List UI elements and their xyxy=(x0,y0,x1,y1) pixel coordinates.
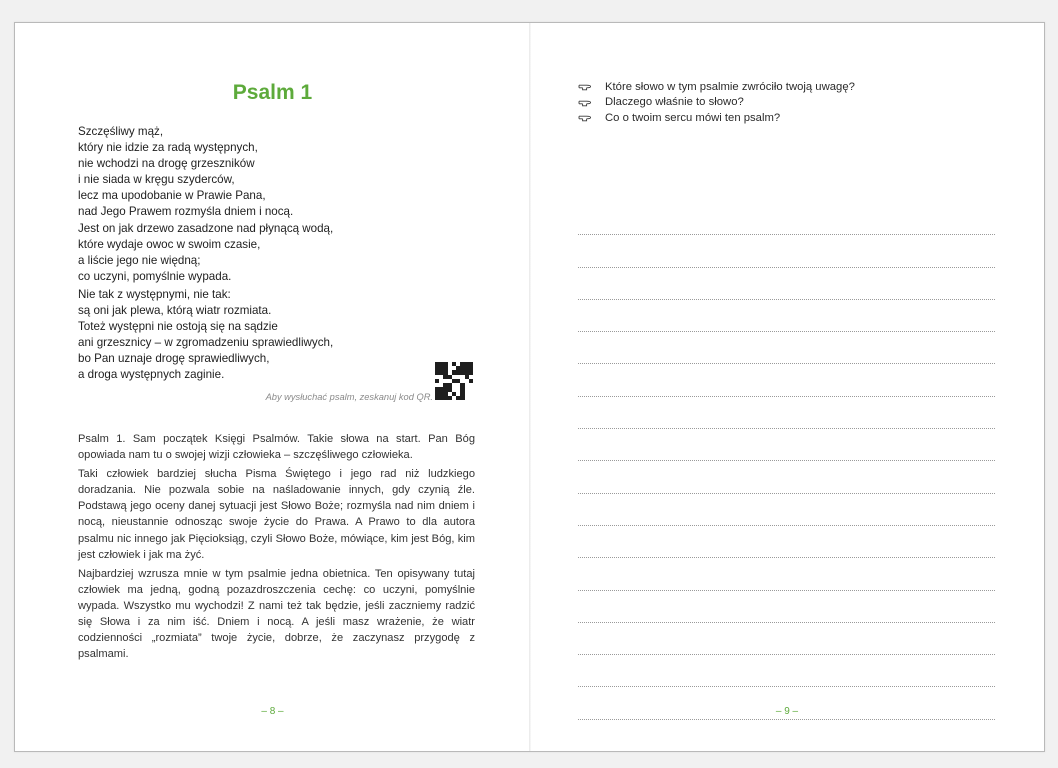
commentary-paragraph: Najbardziej wzrusza mnie w tym psalmie jedna obietnica. Ten opisywany tutaj człowiek ma jedną, godną pozazdroszczenia cechę: co uczyni, pomyślnie wypada. Wszystko mu wychodzi! Z nami też tak będzie, jeśli zaczniemy radzić się Słowa i za nim iść. Dniem i nocą. A jeśli masz wrażenie, że wiatr codzienności „rozmiata” twoje życie, dobrze, że zaczynasz przygodę z psalmami. xyxy=(78,567,475,661)
question-item xyxy=(578,95,998,111)
dotted-writing-line[interactable] xyxy=(578,655,995,687)
verse-line: a droga występnych zaginie. xyxy=(78,368,225,382)
pointing-hand-icon xyxy=(578,98,592,107)
verse-line: nie wchodzi na drogę grzeszników xyxy=(78,157,255,171)
book-spread xyxy=(14,22,1045,752)
dotted-writing-line[interactable] xyxy=(578,429,995,461)
left-page xyxy=(15,23,530,751)
dotted-writing-line[interactable] xyxy=(578,235,995,267)
question-text: Co o twoim sercu mówi ten psalm? xyxy=(605,111,781,124)
pointing-hand-icon xyxy=(578,113,592,122)
verse-line: co uczyni, pomyślnie wypada. xyxy=(78,269,232,283)
dotted-writing-line[interactable] xyxy=(578,268,995,300)
dotted-writing-line[interactable] xyxy=(578,332,995,364)
dotted-writing-line[interactable] xyxy=(578,300,995,332)
dotted-writing-line[interactable] xyxy=(578,494,995,526)
dotted-writing-line[interactable] xyxy=(578,461,995,493)
question-item xyxy=(578,79,998,95)
question-text: Dlaczego właśnie to słowo? xyxy=(605,96,744,109)
page-number-left: – 8 – xyxy=(261,706,284,717)
verse-line: i nie siada w kręgu szyderców, xyxy=(78,173,235,187)
dotted-writing-line[interactable] xyxy=(578,203,995,235)
dotted-writing-line[interactable] xyxy=(578,364,995,396)
verse-line: Szczęśliwy mąż, xyxy=(78,125,164,138)
verse-line: Nie tak z występnymi, nie tak: xyxy=(78,288,231,301)
verse-line: a liście jego nie więdną; xyxy=(78,253,201,267)
qr-caption: Aby wysłuchać psalm, zeskanuj kod QR. xyxy=(265,392,433,402)
psalm-title: Psalm 1 xyxy=(232,81,313,104)
verse-line: lecz ma upodobanie w Prawie Pana, xyxy=(78,189,266,203)
commentary-paragraph: Taki człowiek bardziej słucha Pisma Świętego i jego rad niż ludzkiego doradzania. Nie pozwala sobie na naśladowanie innych, gdy czynią źle. Podstawą jego oceny danej sytuacji jest Słowo Boże; rozmyśla nad nim dniem i nocą, nieustannie odnosząc swoje życie do Prawa. A Prawo to dla autora psalmu nic innego jak Pięcioksiąg, czyli Słowo Boże, mówiące, kim jest Bóg, kim jest człowiek i jak ma żyć. xyxy=(78,468,475,561)
verse-line: bo Pan uznaje drogę sprawiedliwych, xyxy=(78,352,270,366)
writing-area[interactable] xyxy=(578,203,995,720)
reflection-questions xyxy=(578,79,998,126)
verse-line: nad Jego Prawem rozmyśla dniem i nocą. xyxy=(78,205,294,219)
verse-line: ani grzesznicy – w zgromadzeniu sprawiedliwych, xyxy=(78,336,334,350)
pointing-hand-icon xyxy=(578,82,592,91)
dotted-writing-line[interactable] xyxy=(578,591,995,623)
page-number-right: – 9 – xyxy=(775,706,799,717)
psalm-stanza-1 xyxy=(78,124,418,285)
right-page xyxy=(530,23,1044,751)
qr-code[interactable] xyxy=(435,362,473,400)
question-text: Które słowo w tym psalmie zwróciło twoją uwagę? xyxy=(605,80,855,93)
verse-line: które wydaje owoc w swoim czasie, xyxy=(78,237,261,251)
dotted-writing-line[interactable] xyxy=(578,558,995,590)
verse-line: są oni jak plewa, którą wiatr rozmiata. xyxy=(78,304,272,318)
verse-line: Toteż występni nie ostoją się na sądzie xyxy=(78,320,278,334)
commentary xyxy=(78,431,475,665)
commentary-paragraph: Psalm 1. Sam początek Księgi Psalmów. Takie słowa na start. Pan Bóg opowiada nam tu o swojej wizji człowieka – szczęśliwego człowieka. xyxy=(78,433,475,462)
question-item xyxy=(578,110,998,126)
dotted-writing-line[interactable] xyxy=(578,397,995,429)
dotted-writing-line[interactable] xyxy=(578,526,995,558)
psalm-stanza-2 xyxy=(78,287,418,384)
verse-line: który nie idzie za radą występnych, xyxy=(78,141,258,155)
verse-line: Jest on jak drzewo zasadzone nad płynącą wodą, xyxy=(78,221,334,235)
dotted-writing-line[interactable] xyxy=(578,623,995,655)
